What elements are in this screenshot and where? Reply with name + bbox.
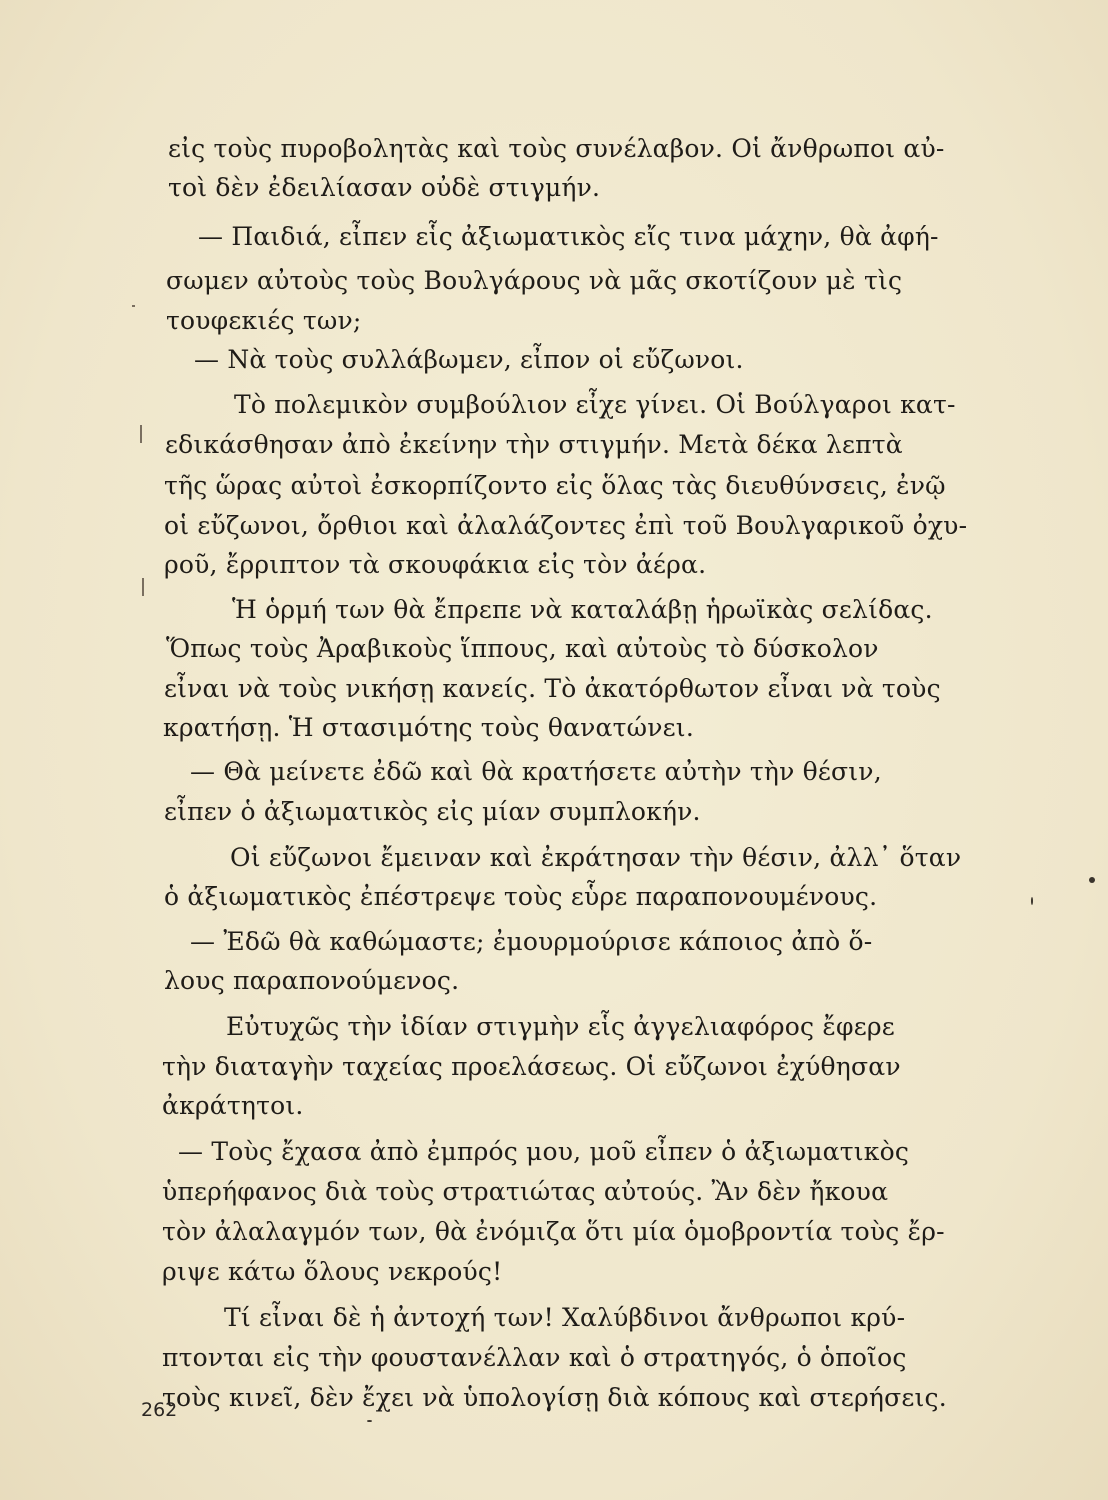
text-line: Οἱ εὔζωνοι ἔμειναν καὶ ἐκράτησαν τὴν θέσιν, ἀλλ᾽ ὅταν xyxy=(230,843,962,872)
text-line: σωμεν αὐτοὺς τοὺς Βουλγάρους νὰ μᾶς σκοτίζουν μὲ τὶς xyxy=(166,266,903,295)
text-line: ὁ ἀξιωματικὸς ἐπέστρεψε τοὺς εὗρε παραπονουμένους. xyxy=(164,882,878,911)
text-line: τουφεκιές των; xyxy=(166,306,362,335)
text-line: πτονται εἰς τὴν φουστανέλλαν καὶ ὁ στρατηγός, ὁ ὁποῖος xyxy=(162,1343,907,1372)
page-number: 262 xyxy=(141,1399,178,1421)
text-line: τὴν διαταγὴν ταχείας προελάσεως. Οἱ εὔζωνοι ἐχύθησαν xyxy=(162,1052,901,1081)
margin-mark xyxy=(140,425,142,443)
text-line: ἀκράτητοι. xyxy=(162,1091,304,1120)
text-line: Τὸ πολεμικὸν συμβούλιον εἶχε γίνει. Οἱ Βούλγαροι κατ- xyxy=(234,390,956,419)
text-line: εἶναι νὰ τοὺς νικήσῃ κανείς. Τὸ ἀκατόρθωτον εἶναι νὰ τοὺς xyxy=(164,674,941,703)
text-line: τοὺς κινεῖ, δὲν ἔχει νὰ ὑπολογίσῃ διὰ κόπους καὶ στερήσεις. xyxy=(162,1383,947,1412)
text-line: Ὅπως τοὺς Ἀραβικοὺς ἵππους, καὶ αὐτοὺς τὸ δύσκολον xyxy=(166,634,879,663)
text-line: τοὶ δὲν ἐδειλίασαν οὐδὲ στιγμήν. xyxy=(168,173,601,202)
page-speck xyxy=(1031,897,1033,905)
text-line: τῆς ὥρας αὐτοὶ ἐσκορπίζοντο εἰς ὅλας τὰς διευθύνσεις, ἐνῷ xyxy=(164,471,946,500)
page-speck xyxy=(367,1420,372,1422)
text-line: εἰς τοὺς πυροβολητὰς καὶ τοὺς συνέλαβον. Οἱ ἄνθρωποι αὐ- xyxy=(168,134,945,163)
text-line: εἶπεν ὁ ἀξιωματικὸς εἰς μίαν συμπλοκήν. xyxy=(164,797,701,826)
text-line: ὑπερήφανος διὰ τοὺς στρατιώτας αὐτούς. Ἂν δὲν ἤκουα xyxy=(162,1177,889,1206)
text-line: λους παραπονούμενος. xyxy=(164,966,460,995)
text-line: Τί εἶναι δὲ ἡ ἀντοχή των! Χαλύβδινοι ἄνθρωποι κρύ- xyxy=(224,1303,906,1332)
text-line: — Θὰ μείνετε ἐδῶ καὶ θὰ κρατήσετε αὐτὴν τὴν θέσιν, xyxy=(190,757,882,786)
page-speck xyxy=(1089,877,1095,883)
margin-mark xyxy=(142,578,144,596)
text-line: — Τοὺς ἔχασα ἀπὸ ἐμπρός μου, μοῦ εἶπεν ὁ ἀξιωματικὸς xyxy=(178,1137,910,1166)
text-line: κρατήσῃ. Ἡ στασιμότης τοὺς θανατώνει. xyxy=(163,713,694,742)
text-line: — Νὰ τοὺς συλλάβωμεν, εἶπον οἱ εὔζωνοι. xyxy=(194,345,744,374)
text-line: τὸν ἀλαλαγμόν των, θὰ ἐνόμιζα ὅτι μία ὁμοβροντία τοὺς ἔρ- xyxy=(162,1217,945,1246)
text-line: οἱ εὔζωνοι, ὄρθιοι καὶ ἀλαλάζοντες ἐπὶ τοῦ Βουλγαρικοῦ ὀχυ- xyxy=(164,511,968,540)
text-line: Ἡ ὁρμή των θὰ ἔπρεπε νὰ καταλάβῃ ἡρωϊκὰς σελίδας. xyxy=(232,595,933,624)
text-line: Εὐτυχῶς τὴν ἰδίαν στιγμὴν εἷς ἀγγελιαφόρος ἔφερε xyxy=(226,1012,895,1041)
text-line: — Ἐδῶ θὰ καθώμαστε; ἐμουρμούρισε κάποιος ἀπὸ ὅ- xyxy=(190,927,873,956)
text-line: εδικάσθησαν ἀπὸ ἐκείνην τὴν στιγμήν. Μετὰ δέκα λεπτὰ xyxy=(165,430,903,459)
text-line: ροῦ, ἔρριπτον τὰ σκουφάκια εἰς τὸν ἀέρα. xyxy=(164,550,707,579)
text-line: — Παιδιά, εἶπεν εἷς ἀξιωματικὸς εἴς τινα μάχην, θὰ ἀφή- xyxy=(198,222,939,251)
margin-mark xyxy=(132,305,135,307)
text-line: ριψε κάτω ὅλους νεκρούς! xyxy=(162,1257,503,1286)
